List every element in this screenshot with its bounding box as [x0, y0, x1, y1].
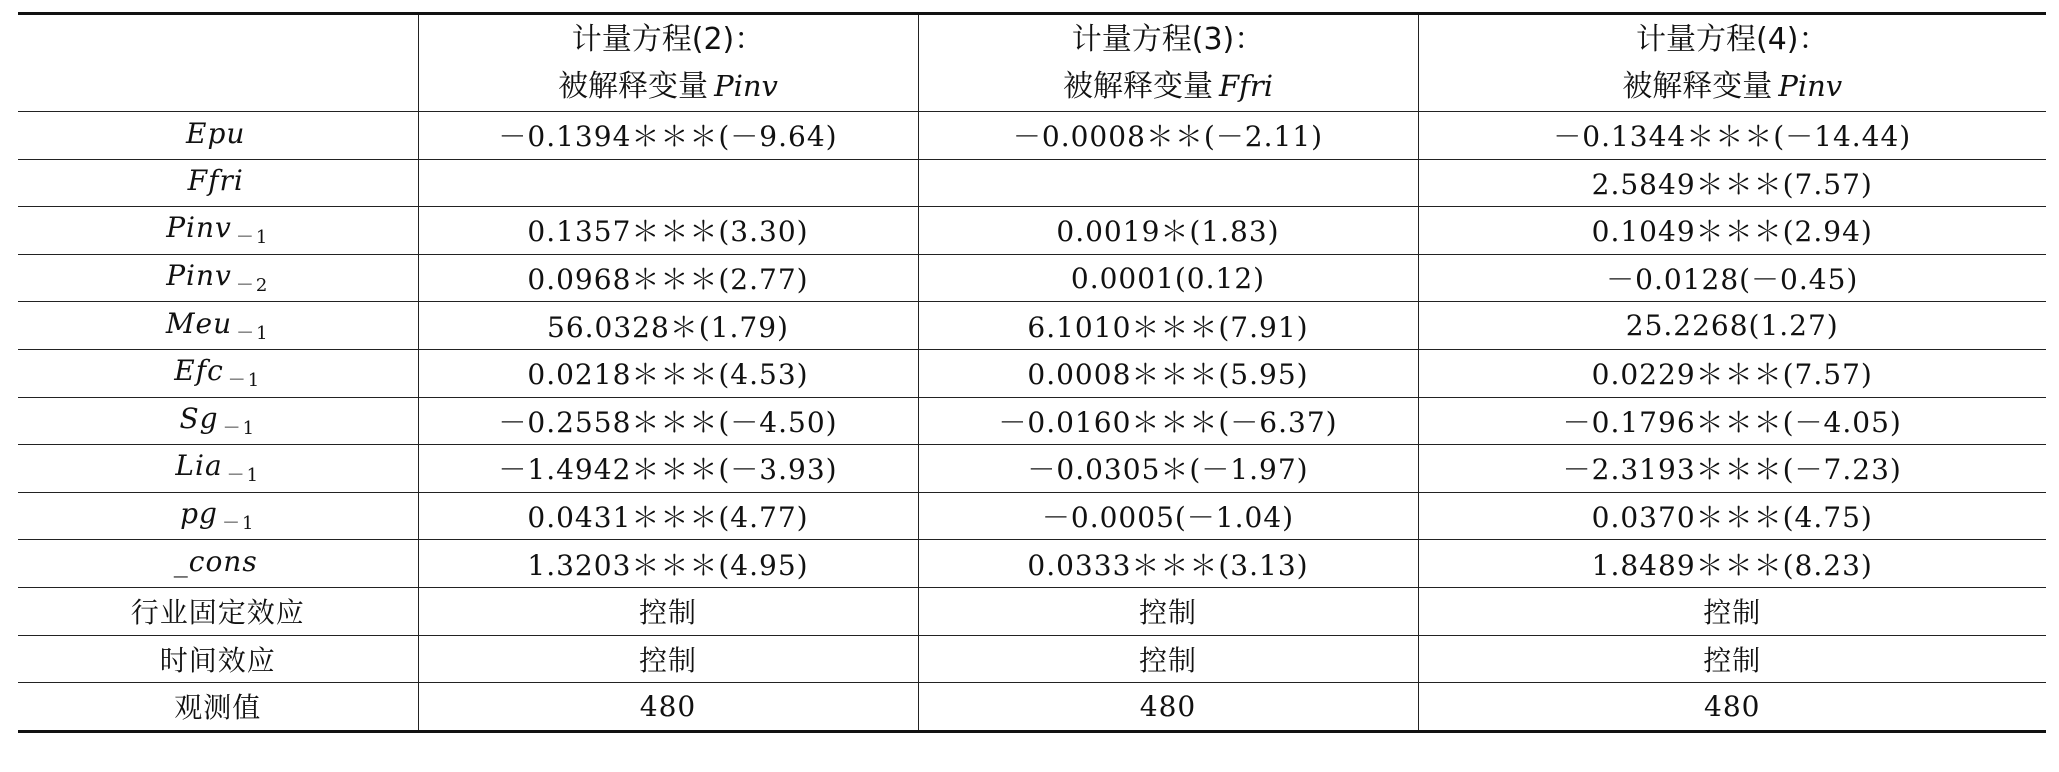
coefficient-cell: 0.1357＊＊＊(3.30) — [418, 207, 918, 255]
equation-title: 计量方程(4)： — [1636, 21, 1829, 57]
table-row-industry-fixed-effect — [18, 587, 2046, 635]
coefficient-cell: －0.0305＊(－1.97) — [918, 445, 1418, 493]
header-equation-3 — [918, 14, 1418, 112]
dependent-variable-name: Ffri — [1219, 68, 1273, 103]
coefficient-cell: －2.3193＊＊＊(－7.23) — [1418, 445, 2046, 493]
table-row-observations — [18, 683, 2046, 732]
coefficient-cell: 0.0218＊＊＊(4.53) — [418, 349, 918, 397]
table-row-time-effect — [18, 635, 2046, 683]
variable-label: Epu — [18, 112, 418, 160]
table-row-efc-lag1 — [18, 349, 2046, 397]
coefficient-cell: 0.0229＊＊＊(7.57) — [1418, 349, 2046, 397]
coefficient-cell: 0.1049＊＊＊(2.94) — [1418, 207, 2046, 255]
table-row-pinv-lag2 — [18, 254, 2046, 302]
variable-label: Ffri — [18, 159, 418, 207]
variable-label: Pinv $_{-1}$ — [18, 207, 418, 255]
table-row-pg-lag1 — [18, 492, 2046, 540]
header-row — [18, 14, 2046, 112]
control-cell: 控制 — [418, 635, 918, 683]
variable-label: Meu $_{-1}$ — [18, 302, 418, 350]
coefficient-cell — [918, 159, 1418, 207]
coefficient-cell: －0.0008＊＊(－2.11) — [918, 112, 1418, 160]
control-cell: 控制 — [918, 587, 1418, 635]
control-cell: 控制 — [1418, 587, 2046, 635]
coefficient-cell: －0.2558＊＊＊(－4.50) — [418, 397, 918, 445]
table-row-ffri — [18, 159, 2046, 207]
control-cell: 控制 — [418, 587, 918, 635]
control-cell: 控制 — [1418, 635, 2046, 683]
table-row-sg-lag1 — [18, 397, 2046, 445]
table-row-pinv-lag1 — [18, 207, 2046, 255]
coefficient-cell: 6.1010＊＊＊(7.91) — [918, 302, 1418, 350]
equation-title: 计量方程(2)： — [571, 21, 765, 57]
coefficient-cell: －0.1344＊＊＊(－14.44) — [1418, 112, 2046, 160]
variable-label: Lia $_{-1}$ — [18, 445, 418, 493]
table-row-lia-lag1 — [18, 445, 2046, 493]
coefficient-cell: －0.0160＊＊＊(－6.37) — [918, 397, 1418, 445]
header-equation-4 — [1418, 14, 2046, 112]
coefficient-cell: 56.0328＊(1.79) — [418, 302, 918, 350]
coefficient-cell: 1.8489＊＊＊(8.23) — [1418, 540, 2046, 588]
dependent-variable-label: 被解释变量 — [1622, 68, 1773, 104]
variable-label: Sg $_{-1}$ — [18, 397, 418, 445]
control-label: 行业固定效应 — [18, 587, 418, 635]
coefficient-cell: 0.0968＊＊＊(2.77) — [418, 254, 918, 302]
variable-label: _cons — [18, 540, 418, 588]
coefficient-cell: －0.0128(－0.45) — [1418, 254, 2046, 302]
dependent-variable-name: Pinv — [1778, 68, 1843, 103]
regression-table — [18, 12, 2046, 733]
variable-label: Pinv $_{-2}$ — [18, 254, 418, 302]
coefficient-cell: 0.0431＊＊＊(4.77) — [418, 492, 918, 540]
coefficient-cell: －0.1796＊＊＊(－4.05) — [1418, 397, 2046, 445]
coefficient-cell: 0.0008＊＊＊(5.95) — [918, 349, 1418, 397]
coefficient-cell: －1.4942＊＊＊(－3.93) — [418, 445, 918, 493]
observation-count-cell: 480 — [918, 683, 1418, 732]
coefficient-cell: －0.1394＊＊＊(－9.64) — [418, 112, 918, 160]
dependent-variable-name: Pinv — [714, 68, 778, 103]
coefficient-cell: 25.2268(1.27) — [1418, 302, 2046, 350]
coefficient-cell: 0.0370＊＊＊(4.75) — [1418, 492, 2046, 540]
observation-count-cell: 480 — [418, 683, 918, 732]
coefficient-cell: 2.5849＊＊＊(7.57) — [1418, 159, 2046, 207]
control-label: 观测值 — [18, 683, 418, 732]
coefficient-cell: 0.0333＊＊＊(3.13) — [918, 540, 1418, 588]
table-row-meu-lag1 — [18, 302, 2046, 350]
control-label: 时间效应 — [18, 635, 418, 683]
coefficient-cell: 0.0019＊(1.83) — [918, 207, 1418, 255]
variable-label: Efc $_{-1}$ — [18, 349, 418, 397]
coefficient-cell: 0.0001(0.12) — [918, 254, 1418, 302]
table-row-cons — [18, 540, 2046, 588]
control-cell: 控制 — [918, 635, 1418, 683]
coefficient-cell: 1.3203＊＊＊(4.95) — [418, 540, 918, 588]
variable-label: pg $_{-1}$ — [18, 492, 418, 540]
dependent-variable-label: 被解释变量 — [558, 68, 709, 104]
equation-title: 计量方程(3)： — [1071, 21, 1265, 57]
observation-count-cell: 480 — [1418, 683, 2046, 732]
header-blank-cell — [18, 14, 418, 112]
dependent-variable-label: 被解释变量 — [1063, 68, 1213, 104]
coefficient-cell: －0.0005(－1.04) — [918, 492, 1418, 540]
header-equation-2 — [418, 14, 918, 112]
table-row-epu — [18, 112, 2046, 160]
coefficient-cell — [418, 159, 918, 207]
